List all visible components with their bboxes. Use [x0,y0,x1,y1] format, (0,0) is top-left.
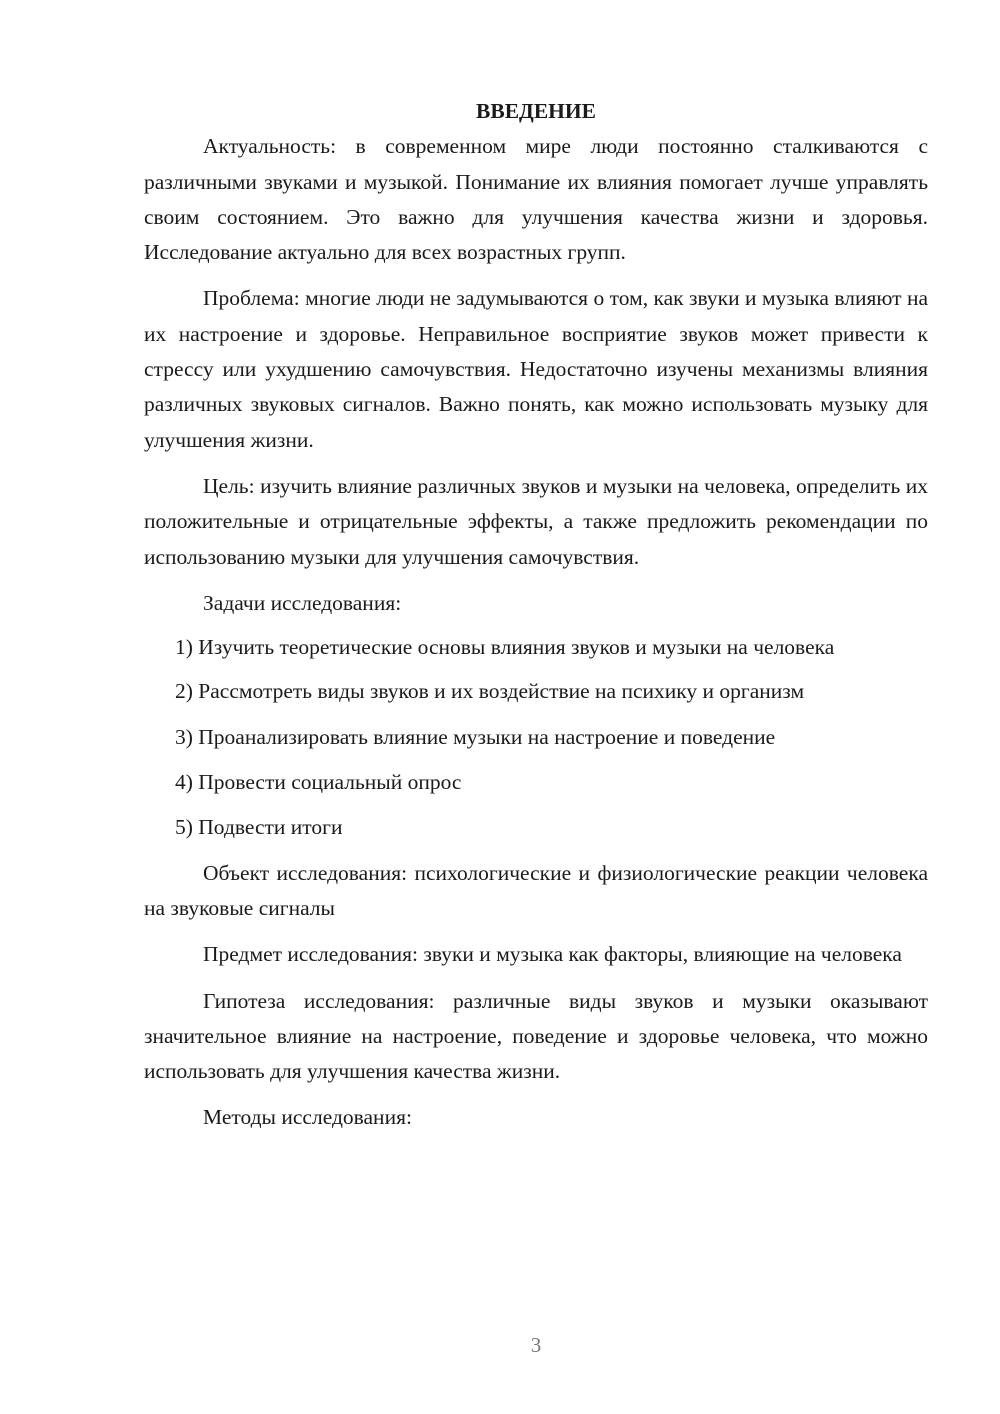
methods-heading: Методы исследования: [203,1105,412,1130]
page-title: ВВЕДЕНИЕ [476,99,596,123]
subject-paragraph: Предмет исследования: звуки и музыка как факторы, влияющие на человека [203,942,902,967]
task-item: 5) Подвести итоги [175,815,343,840]
task-item: 1) Изучить теоретические основы влияния звуков и музыки на человека [175,635,835,660]
hypothesis-paragraph: Гипотеза исследования: различные виды звуков и музыки оказывают значительное влияние на настроение, поведение и здоровье человека, что можно использовать для улучшения качества жизни. [144,988,928,1084]
object-paragraph: Объект исследования: психологические и физиологические реакции человека на звуковые сигналы [144,860,928,920]
page-number: 3 [530,1333,542,1357]
goal-paragraph: Цель: изучить влияние различных звуков и музыки на человека, определить их положительные и отрицательные эффекты, а также предложить рекомендации по использованию музыки для улучшения самочувствия. [144,473,928,569]
problem-paragraph: Проблема: многие люди не задумываются о том, как звуки и музыка влияют на их настроение и здоровье. Неправильное восприятие звуков может привести к стрессу или ухудшению самочувствия. Недостаточно изучены механизмы влияния различных звуковых сигналов. Важно понять, как можно использовать музыку для улучшения жизни. [144,286,928,452]
task-item: 4) Провести социальный опрос [175,770,462,795]
task-item: 2) Рассмотреть виды звуков и их воздействие на психику и организм [175,679,805,704]
task-item: 3) Проанализировать влияние музыки на настроение и поведение [175,724,776,749]
tasks-list [144,630,928,845]
tasks-heading: Задачи исследования: [203,590,402,615]
relevance-paragraph: Актуальность: в современном мире люди постоянно сталкиваются с различными звуками и музыкой. Понимание их влияния помогает лучше управлять своим состоянием. Это важно для улучшения качества жизни и здоровья. Исследование актуально для всех возрастных групп. [144,134,928,265]
page-content [144,94,928,1145]
